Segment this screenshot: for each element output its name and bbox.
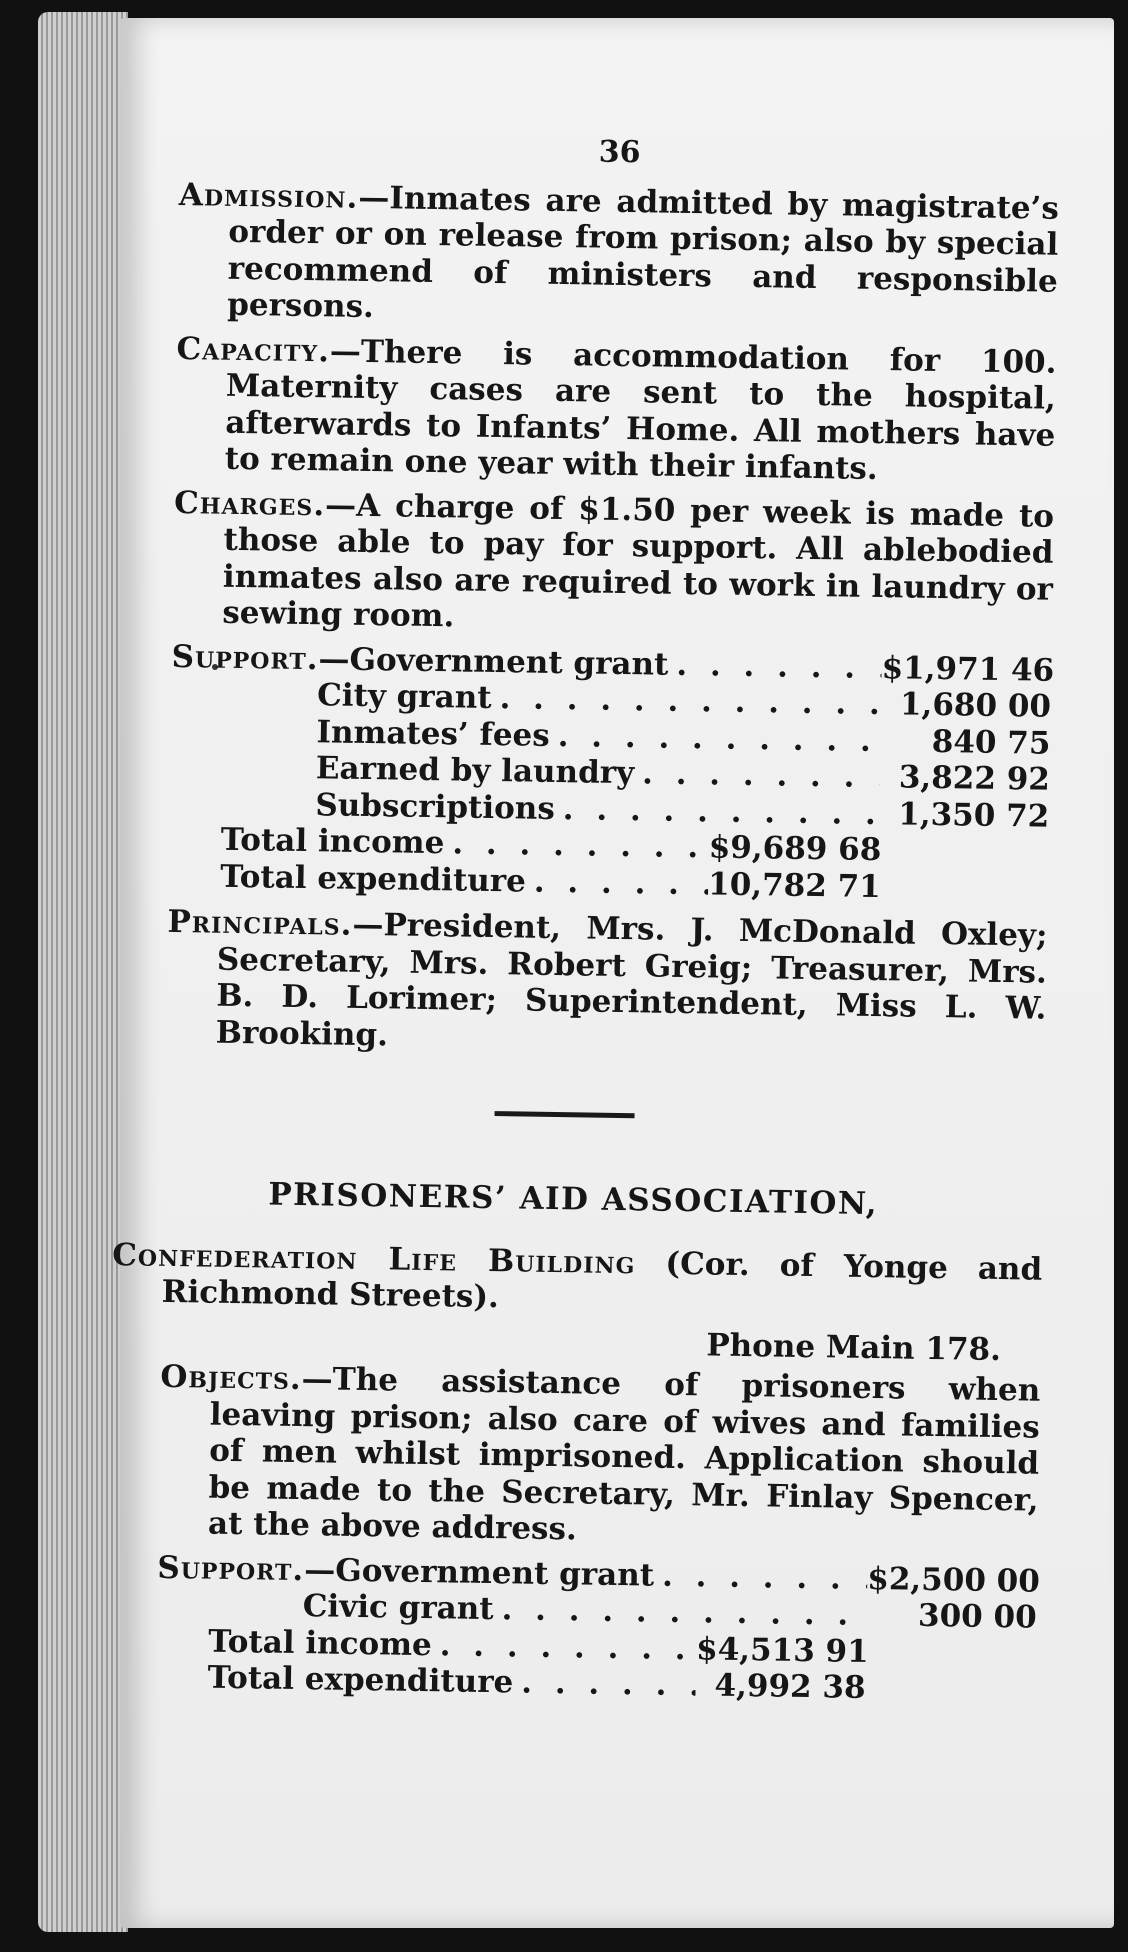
support-item-label: —Government grant — [318, 640, 669, 683]
support-amount: $1,971 46 — [881, 649, 1055, 689]
leader-dots — [493, 1591, 867, 1633]
support-item-label: Subscriptions — [315, 786, 556, 827]
total-amount: 10,782 71 — [707, 865, 882, 905]
leader-dots — [668, 646, 882, 686]
support-amount: 1,350 72 — [898, 795, 1050, 835]
total-amount: $4,513 91 — [695, 1630, 870, 1670]
objects-lead: Objects. — [160, 1358, 302, 1398]
charges-text: —A charge of $1.50 per week is made to those able to pay for support. All ablebodied inmates also are required to work in laundry or sewing room. — [222, 486, 1055, 635]
leader-dots — [513, 1664, 696, 1703]
support-amount: 840 75 — [931, 723, 1051, 762]
support-item-label: Civic grant — [302, 1588, 494, 1628]
leader-dots — [634, 755, 880, 795]
leader-dots — [555, 790, 880, 832]
admission-paragraph — [177, 176, 1059, 336]
total-label: Total expenditure — [219, 858, 527, 900]
objects-text: —The assistance of prisoners when leaving prison; also care of wives and families of men whilst imprisoned. Application should be made to the Secretary, Mr. Finlay Spencer, at the above address. — [207, 1361, 1041, 1548]
total-amount: 4,992 38 — [714, 1667, 866, 1706]
page — [112, 18, 1114, 1928]
principals-lead: Principals. — [167, 903, 353, 943]
support-lead: Support. — [171, 638, 319, 677]
phone-number: Phone Main 178. — [706, 1326, 1002, 1368]
capacity-paragraph — [175, 330, 1057, 490]
address-lead: Confederation Life Building — [112, 1236, 636, 1281]
support-table-1 — [168, 638, 1055, 907]
support-row-label — [171, 638, 668, 682]
leader-dots — [491, 680, 881, 723]
support-row-label — [157, 1549, 654, 1593]
capacity-lead: Capacity. — [176, 330, 331, 369]
admission-lead: Admission. — [178, 176, 359, 216]
section-heading: PRISONERS’ AID ASSOCIATION, — [268, 1176, 879, 1223]
leader-dots — [549, 717, 880, 759]
support-item-label: —Government grant — [303, 1551, 655, 1594]
section-divider — [495, 1111, 635, 1118]
objects-paragraph — [158, 1359, 1041, 1555]
page-stack-edge — [38, 12, 128, 1932]
charges-lead: Charges. — [173, 484, 326, 523]
total-label: Total expenditure — [207, 1659, 514, 1701]
leader-dots — [526, 863, 709, 902]
charges-paragraph — [172, 484, 1054, 644]
total-label: Total income — [220, 821, 445, 862]
total-amount: $9,689 68 — [708, 829, 882, 869]
principals-text: —President, Mrs. J. McDonald Oxley; Secretary, Mrs. Robert Greig; Treasurer, Mrs. B. D. Lorimer; Superintendent, Miss L. W. Brooking. — [215, 906, 1048, 1053]
address-text: (Cor. of Yonge and Richmond Streets). — [161, 1244, 1043, 1316]
leader-dots — [444, 825, 709, 866]
leader-dots — [431, 1627, 696, 1668]
support-item-label: City grant — [316, 677, 492, 716]
support-amount: $2,500 00 — [867, 1560, 1041, 1600]
support-item-label: Earned by laundry — [315, 750, 635, 792]
address-paragraph — [112, 1236, 1043, 1324]
admission-text: —Inmates are admitted by magistrate’s order or on release from prison; also by special recommend of ministers and responsible persons. — [226, 179, 1060, 326]
support-amount: 300 00 — [917, 1597, 1037, 1636]
capacity-text: —There is accommodation for 100. Maternity cases are sent to the hospital, afterwards to Infants’ Home. All mothers have to remain one year with their infants. — [224, 332, 1057, 487]
support-table-2 — [155, 1549, 1041, 1709]
page-number: 36 — [598, 134, 641, 171]
support-item-label: Inmates’ fees — [316, 713, 551, 754]
support-amount: 1,680 00 — [899, 686, 1052, 725]
leader-dots — [654, 1557, 868, 1597]
support-amount: 3,822 92 — [898, 759, 1051, 798]
page-content — [112, 128, 1060, 1719]
support-lead: Support. — [157, 1549, 305, 1588]
total-label: Total income — [207, 1623, 433, 1663]
principals-paragraph — [166, 904, 1048, 1064]
